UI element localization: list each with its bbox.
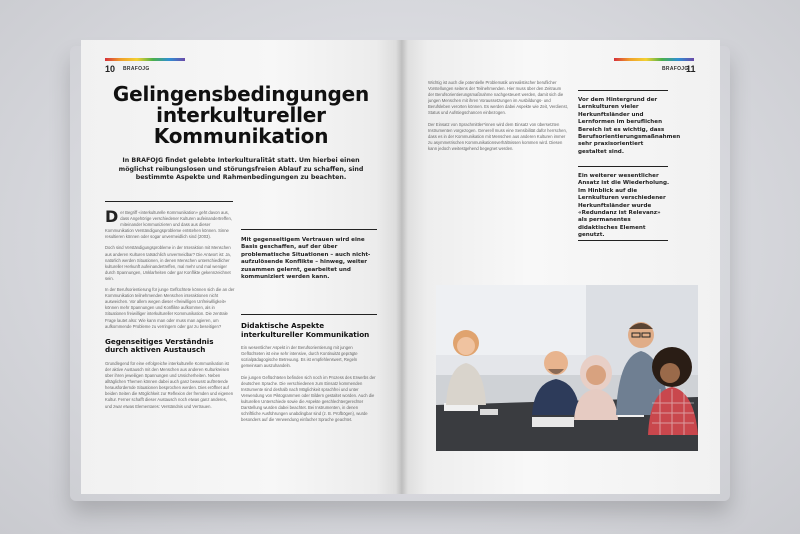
color-bar xyxy=(614,58,694,61)
paragraph: Der Begriff «interkulturelle Kommunikation» geht davon aus, dass Angehörige verschiedener Kulturen aufeinandertreffen, miteinander kommunizieren und dass aus dieser Kommunikation Verständigungsprobleme entstehen können. Sinne resultieren können oder sogar unvermeidlich sind (2003). xyxy=(105,210,232,240)
photo-illustration xyxy=(436,285,698,451)
page-title: Gelingensbedingungen interkultureller Kommunikation xyxy=(112,82,370,148)
page-number: 10 xyxy=(105,64,116,74)
text-column-2 xyxy=(241,322,377,492)
quote-rule xyxy=(578,240,668,241)
quote-rule xyxy=(578,166,668,167)
paragraph: Der Einsatz von Sprachmittler*innen wird dem Einsatz von übersetzten Instrumenten vorgezogen. Generell muss eine Sensibilität dafür herrschen, dass es in der Kommunikation mit Menschen aus anderen Kulturen immer zu asymmetrischen Kommunikationsverhältnissen kommen wird. Diesen kann jedoch weitestgehend begegnet werden. xyxy=(428,121,567,151)
right-page xyxy=(402,40,720,494)
lead-paragraph: In BRAFOJG findet gelebte Interkulturalität statt. Um hierbei einen möglichst reibungslosen und störungsfreien Ablauf zu schaffen, sind bestimmte Aspekte und Rahmenbedingungen zu beachten. xyxy=(118,157,364,182)
color-bar xyxy=(105,58,185,61)
quote-rule xyxy=(241,314,377,315)
paragraph: Ein wesentlicher Aspekt in der Berufsorientierung mit jungen Geflüchteten ist eine sehr intensive, durch Kontinuität geprägte sozialpädagogische Betreuung. Es ist empfehlenswert, Regeln gemeinsam auszuhandeln. xyxy=(241,345,358,369)
paragraph: Grundlegend für eine erfolgreiche interkulturelle Kommunikation ist der aktive Austausch mit den Menschen aus anderen Kulturkreisen über ihren jeweiligen Spannungen und Unsicherheiten. Neben alltäglichen Themen können dabei auch ganz bewusst auftretende herausfordernde Situationen besprochen werden. Dies eröffnet auf beiden Seiten die Möglichkeit zur Reflexion der fremden und eigenen Kultur. Ferner schafft dieser Austausch noch etwas ganz anderes, und zwar etwas Elementares: Verständnis und Vertrauen. xyxy=(105,360,234,409)
pull-quote: Ein weiterer wesentlicher Ansatz ist die Wiederholung. Im Hinblick auf die Lernkulturen verschiedener Herkunftsländer wurde «Redundanz ist Relevanz» als permanentes didaktisches Element genutzt. xyxy=(578,173,670,239)
paragraph: In der Berufsorientierung für junge Geflüchtete können sich die an der Kommunikation teilnehmenden Menschen interaktionen nicht ausweichen. Vor allem wegen dieser «freiwilligen Unfreiwilligkeit» können mehr Spannungen und Konflikte aufkommen, als in Situationen freiwilliger interkultureller Kommunikation. Die zentrale Frage lautet also: Wie kann man oder muss man agieren, um aufkommende Probleme zu verringern oder gar zu beseitigen? xyxy=(105,287,235,329)
column-rule xyxy=(105,201,233,202)
text-column-1 xyxy=(428,80,568,230)
paragraph: Wichtig ist auch die potentielle Problematik unrealistischer beruflicher Vorstellungen seitens der Teilnehmenden. Hier muss über den Zeitraum der Berufsorientierungsmaßnahme nachgesteuert werden, damit sich die jungen Menschen mit ihren Voraussetzungen im Ausbildungs- und Berufsleben verorten können. Es werden dabei Aspekte wie Zeit, Verdienst, Status und Aufstiegschancen einbezogen. xyxy=(428,80,568,116)
paragraph: Doch sind Verständigungsprobleme in der Interaktion mit Menschen aus anderen Kulturen tatsächlich unvermeidbar? Die Antwort ist: Ja, natürlich werden Situationen, in denen Menschen unterschiedlicher kultureller Herkunft aufeinandertreffen, mal mehr und mal weniger durch Spannungen, Unklarheiten oder gar Konflikte gekennzeichnet sein. xyxy=(105,245,231,281)
brand-label: BRAFOJG xyxy=(662,66,689,72)
paragraph: Die jungen Geflüchteten befinden sich noch im Prozess des Erwerbs der deutschen Sprache. Die verschiedenen zum Einsatz kommenden Instrumente sind deshalb nach Möglichkeit sprachfrei und unter Verwendung von Piktogrammen oder Bildern gestaltet worden. Auch die kulturellen Unterschiede sowie die Aspekte geschlechtergerechter Darstellung wurden dabei beachtet. Bei Instrumenten, in denen schriftliche Ausführungen unabdingbar sind (z. B. Prüfbögen), wurde besonders auf die Verwendung einfacher Sprache geachtet. xyxy=(241,374,376,423)
quote-rule xyxy=(241,229,377,230)
pull-quote: Mit gegenseitigem Vertrauen wird eine Basis geschaffen, auf der über problematische Situationen – auch nicht-aufzulösende Konflikte – hinweg, weiter zusammen gelernt, gearbeitet und kommuniziert werden kann. xyxy=(241,237,371,281)
drop-cap: D xyxy=(105,210,119,226)
page-number: 11 xyxy=(686,64,696,74)
section-heading: Gegenseitiges Verständnis durch aktiven Austausch xyxy=(105,336,214,355)
left-page xyxy=(81,40,402,494)
book-spine xyxy=(396,40,408,494)
section-heading: Didaktische Aspekte interkultureller Kommunikation xyxy=(241,322,370,339)
pull-quote: Vor dem Hintergrund der Lernkulturen vieler Herkunftsländer und Lernformen im beruflichen Bereich ist es wichtig, dass Berufsorientierungsmaßnahmen sehr praxisorientiert gestaltet sind. xyxy=(578,97,681,155)
text-column-1 xyxy=(105,210,235,490)
brand-label: BRAFOJG xyxy=(123,66,150,72)
quote-rule xyxy=(578,90,668,91)
group-photo xyxy=(436,285,698,451)
